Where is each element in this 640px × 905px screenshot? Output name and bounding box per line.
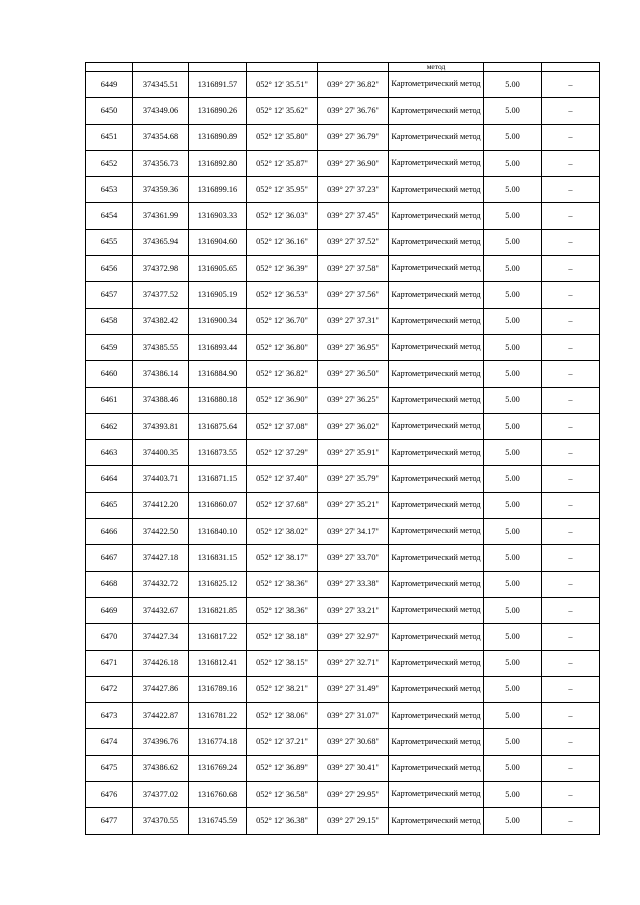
- point-number-cell: 6459: [86, 334, 133, 360]
- point-number-cell: 6464: [86, 466, 133, 492]
- x-coordinate-cell: 374349.06: [133, 98, 189, 124]
- x-coordinate-cell: 374356.73: [133, 150, 189, 176]
- longitude-cell: 039° 27' 30.41": [318, 755, 389, 781]
- accuracy-cell: 5.00: [484, 545, 542, 571]
- dash-cell: –: [542, 387, 600, 413]
- point-number-cell: 6471: [86, 650, 133, 676]
- longitude-cell: 039° 27' 35.79": [318, 466, 389, 492]
- x-coordinate-cell: 374432.72: [133, 571, 189, 597]
- longitude-cell: 039° 27' 30.68": [318, 729, 389, 755]
- point-number-cell: 6452: [86, 150, 133, 176]
- y-coordinate-cell: 1316903.33: [189, 203, 247, 229]
- y-coordinate-cell: 1316781.22: [189, 703, 247, 729]
- accuracy-cell: 5.00: [484, 440, 542, 466]
- latitude-cell: 052° 12' 36.03": [247, 203, 318, 229]
- latitude-cell: 052° 12' 36.80": [247, 334, 318, 360]
- point-number-cell: 6461: [86, 387, 133, 413]
- accuracy-cell: 5.00: [484, 361, 542, 387]
- longitude-cell: 039° 27' 36.50": [318, 361, 389, 387]
- longitude-cell: 039° 27' 31.07": [318, 703, 389, 729]
- point-number-cell: 6467: [86, 545, 133, 571]
- dash-cell: –: [542, 124, 600, 150]
- point-number-cell: 6473: [86, 703, 133, 729]
- accuracy-cell: 5.00: [484, 413, 542, 439]
- point-number-cell: 6472: [86, 676, 133, 702]
- dash-cell: –: [542, 624, 600, 650]
- longitude-cell: 039° 27' 32.71": [318, 650, 389, 676]
- dash-cell: –: [542, 413, 600, 439]
- point-number-cell: 6474: [86, 729, 133, 755]
- x-coordinate-cell: 374388.46: [133, 387, 189, 413]
- x-coordinate-cell: 374345.51: [133, 72, 189, 98]
- continued-row-fragment: [86, 63, 600, 72]
- method-cell: Картометрический метод: [389, 440, 484, 466]
- method-cell: Картометрический метод: [389, 492, 484, 518]
- accuracy-cell: 5.00: [484, 729, 542, 755]
- method-cell: Картометрический метод: [389, 624, 484, 650]
- x-coordinate-cell: 374422.87: [133, 703, 189, 729]
- x-coordinate-cell: 374393.81: [133, 413, 189, 439]
- dash-cell: –: [542, 177, 600, 203]
- method-cell: Картометрический метод: [389, 203, 484, 229]
- longitude-cell: 039° 27' 33.38": [318, 571, 389, 597]
- table-row: [86, 229, 600, 255]
- y-coordinate-cell: 1316745.59: [189, 808, 247, 834]
- accuracy-cell: 5.00: [484, 308, 542, 334]
- method-cell-fragment: метод: [389, 63, 484, 72]
- method-cell: Картометрический метод: [389, 256, 484, 282]
- method-cell: Картометрический метод: [389, 808, 484, 834]
- method-cell: Картометрический метод: [389, 545, 484, 571]
- y-coordinate-cell: 1316900.34: [189, 308, 247, 334]
- dash-cell: –: [542, 650, 600, 676]
- dash-cell: –: [542, 334, 600, 360]
- longitude-cell: 039° 27' 35.91": [318, 440, 389, 466]
- table-row: [86, 624, 600, 650]
- longitude-cell: 039° 27' 37.52": [318, 229, 389, 255]
- dash-cell: –: [542, 545, 600, 571]
- accuracy-cell: 5.00: [484, 229, 542, 255]
- dash-cell: –: [542, 519, 600, 545]
- longitude-cell: 039° 27' 34.17": [318, 519, 389, 545]
- accuracy-cell: 5.00: [484, 150, 542, 176]
- dash-cell: –: [542, 466, 600, 492]
- coordinates-table-page: [85, 62, 599, 835]
- y-coordinate-cell: 1316873.55: [189, 440, 247, 466]
- y-coordinate-cell: 1316812.41: [189, 650, 247, 676]
- dash-cell: –: [542, 676, 600, 702]
- method-cell: Картометрический метод: [389, 466, 484, 492]
- latitude-cell: 052° 12' 38.36": [247, 597, 318, 623]
- dash-cell: –: [542, 729, 600, 755]
- method-cell: Картометрический метод: [389, 650, 484, 676]
- table-row: [86, 597, 600, 623]
- y-coordinate-cell: 1316774.18: [189, 729, 247, 755]
- y-coordinate-cell: 1316821.85: [189, 597, 247, 623]
- table-row: [86, 545, 600, 571]
- point-number-cell: 6460: [86, 361, 133, 387]
- latitude-cell: 052° 12' 37.08": [247, 413, 318, 439]
- table-row: [86, 492, 600, 518]
- accuracy-cell: 5.00: [484, 256, 542, 282]
- x-coordinate-cell: 374377.02: [133, 782, 189, 808]
- x-coordinate-cell: 374426.18: [133, 650, 189, 676]
- dash-cell: –: [542, 203, 600, 229]
- method-cell: Картометрический метод: [389, 413, 484, 439]
- method-cell: Картометрический метод: [389, 519, 484, 545]
- point-number-cell: 6462: [86, 413, 133, 439]
- dash-cell: –: [542, 492, 600, 518]
- table-row: [86, 282, 600, 308]
- x-coordinate-cell: 374412.20: [133, 492, 189, 518]
- latitude-cell: 052° 12' 36.90": [247, 387, 318, 413]
- y-coordinate-cell: 1316905.65: [189, 256, 247, 282]
- table-row: [86, 361, 600, 387]
- point-number-cell: 6456: [86, 256, 133, 282]
- point-number-cell: 6465: [86, 492, 133, 518]
- longitude-cell: 039° 27' 36.95": [318, 334, 389, 360]
- latitude-cell: 052° 12' 38.15": [247, 650, 318, 676]
- y-coordinate-cell: 1316890.26: [189, 98, 247, 124]
- table-row: [86, 676, 600, 702]
- x-coordinate-cell: 374365.94: [133, 229, 189, 255]
- accuracy-cell: 5.00: [484, 98, 542, 124]
- point-number-cell: 6477: [86, 808, 133, 834]
- x-coordinate-cell: 374372.98: [133, 256, 189, 282]
- latitude-cell: 052° 12' 38.06": [247, 703, 318, 729]
- accuracy-cell: 5.00: [484, 676, 542, 702]
- x-coordinate-cell: 374354.68: [133, 124, 189, 150]
- dash-cell: –: [542, 755, 600, 781]
- accuracy-cell: 5.00: [484, 703, 542, 729]
- method-cell: Картометрический метод: [389, 150, 484, 176]
- y-coordinate-cell: 1316817.22: [189, 624, 247, 650]
- longitude-cell: 039° 27' 37.45": [318, 203, 389, 229]
- dash-cell: –: [542, 98, 600, 124]
- longitude-cell: 039° 27' 29.95": [318, 782, 389, 808]
- x-coordinate-cell: 374386.62: [133, 755, 189, 781]
- accuracy-cell: 5.00: [484, 650, 542, 676]
- latitude-cell: 052° 12' 38.18": [247, 624, 318, 650]
- accuracy-cell: 5.00: [484, 203, 542, 229]
- latitude-cell: 052° 12' 36.89": [247, 755, 318, 781]
- y-coordinate-cell: 1316884.90: [189, 361, 247, 387]
- dash-cell: –: [542, 72, 600, 98]
- point-number-cell: 6453: [86, 177, 133, 203]
- latitude-cell: 052° 12' 37.40": [247, 466, 318, 492]
- latitude-cell: 052° 12' 37.21": [247, 729, 318, 755]
- accuracy-cell: 5.00: [484, 72, 542, 98]
- latitude-cell: 052° 12' 37.68": [247, 492, 318, 518]
- point-number-cell: 6458: [86, 308, 133, 334]
- y-coordinate-cell: 1316893.44: [189, 334, 247, 360]
- y-coordinate-cell: 1316880.18: [189, 387, 247, 413]
- coordinates-table: [85, 62, 600, 835]
- longitude-cell: 039° 27' 35.21": [318, 492, 389, 518]
- latitude-cell: 052° 12' 38.21": [247, 676, 318, 702]
- accuracy-cell: 5.00: [484, 387, 542, 413]
- longitude-cell: 039° 27' 37.23": [318, 177, 389, 203]
- x-coordinate-cell: 374422.50: [133, 519, 189, 545]
- y-coordinate-cell: 1316899.16: [189, 177, 247, 203]
- method-cell: Картометрический метод: [389, 282, 484, 308]
- longitude-cell: 039° 27' 33.70": [318, 545, 389, 571]
- method-cell: Картометрический метод: [389, 229, 484, 255]
- latitude-cell: 052° 12' 36.70": [247, 308, 318, 334]
- y-coordinate-cell: 1316860.07: [189, 492, 247, 518]
- y-coordinate-cell: 1316871.15: [189, 466, 247, 492]
- y-coordinate-cell: 1316892.80: [189, 150, 247, 176]
- latitude-cell: 052° 12' 36.16": [247, 229, 318, 255]
- accuracy-cell: 5.00: [484, 624, 542, 650]
- table-row: [86, 571, 600, 597]
- dash-cell: –: [542, 256, 600, 282]
- accuracy-cell: 5.00: [484, 466, 542, 492]
- accuracy-cell: 5.00: [484, 282, 542, 308]
- latitude-cell: 052° 12' 38.02": [247, 519, 318, 545]
- longitude-cell: 039° 27' 37.58": [318, 256, 389, 282]
- latitude-cell: 052° 12' 35.62": [247, 98, 318, 124]
- accuracy-cell: 5.00: [484, 492, 542, 518]
- longitude-cell: 039° 27' 37.31": [318, 308, 389, 334]
- table-row: [86, 334, 600, 360]
- table-row: [86, 808, 600, 834]
- y-coordinate-cell: 1316769.24: [189, 755, 247, 781]
- method-cell: Картометрический метод: [389, 676, 484, 702]
- table-row: [86, 177, 600, 203]
- longitude-cell: 039° 27' 36.90": [318, 150, 389, 176]
- y-coordinate-cell: 1316904.60: [189, 229, 247, 255]
- x-coordinate-cell: 374403.71: [133, 466, 189, 492]
- method-cell: Картометрический метод: [389, 729, 484, 755]
- method-cell: Картометрический метод: [389, 387, 484, 413]
- longitude-cell: 039° 27' 37.56": [318, 282, 389, 308]
- table-row: [86, 203, 600, 229]
- method-cell: Картометрический метод: [389, 361, 484, 387]
- method-cell: Картометрический метод: [389, 98, 484, 124]
- dash-cell: –: [542, 308, 600, 334]
- table-row: [86, 440, 600, 466]
- method-cell: Картометрический метод: [389, 124, 484, 150]
- accuracy-cell: 5.00: [484, 177, 542, 203]
- latitude-cell: 052° 12' 36.38": [247, 808, 318, 834]
- dash-cell: –: [542, 782, 600, 808]
- y-coordinate-cell: 1316789.16: [189, 676, 247, 702]
- method-cell: Картометрический метод: [389, 755, 484, 781]
- x-coordinate-cell: 374427.34: [133, 624, 189, 650]
- y-coordinate-cell: 1316875.64: [189, 413, 247, 439]
- latitude-cell: 052° 12' 35.80": [247, 124, 318, 150]
- table-row: [86, 387, 600, 413]
- point-number-cell: 6475: [86, 755, 133, 781]
- longitude-cell: 039° 27' 36.79": [318, 124, 389, 150]
- method-cell: Картометрический метод: [389, 177, 484, 203]
- x-coordinate-cell: 374377.52: [133, 282, 189, 308]
- longitude-cell: 039° 27' 32.97": [318, 624, 389, 650]
- x-coordinate-cell: 374427.18: [133, 545, 189, 571]
- point-number-cell: 6466: [86, 519, 133, 545]
- x-coordinate-cell: 374359.36: [133, 177, 189, 203]
- method-cell: Картометрический метод: [389, 72, 484, 98]
- table-row: [86, 703, 600, 729]
- table-row: [86, 466, 600, 492]
- x-coordinate-cell: 374382.42: [133, 308, 189, 334]
- dash-cell: –: [542, 361, 600, 387]
- accuracy-cell: 5.00: [484, 334, 542, 360]
- table-row: [86, 308, 600, 334]
- method-cell: Картометрический метод: [389, 571, 484, 597]
- dash-cell: –: [542, 440, 600, 466]
- point-number-cell: 6470: [86, 624, 133, 650]
- dash-cell: –: [542, 597, 600, 623]
- latitude-cell: 052° 12' 36.82": [247, 361, 318, 387]
- accuracy-cell: 5.00: [484, 755, 542, 781]
- longitude-cell: 039° 27' 36.82": [318, 72, 389, 98]
- latitude-cell: 052° 12' 35.87": [247, 150, 318, 176]
- table-row: [86, 782, 600, 808]
- method-cell: Картометрический метод: [389, 597, 484, 623]
- dash-cell: –: [542, 571, 600, 597]
- point-number-cell: 6476: [86, 782, 133, 808]
- table-row: [86, 650, 600, 676]
- longitude-cell: 039° 27' 29.15": [318, 808, 389, 834]
- accuracy-cell: 5.00: [484, 808, 542, 834]
- dash-cell: –: [542, 808, 600, 834]
- latitude-cell: 052° 12' 36.53": [247, 282, 318, 308]
- point-number-cell: 6469: [86, 597, 133, 623]
- accuracy-cell: 5.00: [484, 597, 542, 623]
- y-coordinate-cell: 1316831.15: [189, 545, 247, 571]
- table-row: [86, 256, 600, 282]
- table-row: [86, 729, 600, 755]
- method-cell: Картометрический метод: [389, 782, 484, 808]
- latitude-cell: 052° 12' 37.29": [247, 440, 318, 466]
- accuracy-cell: 5.00: [484, 782, 542, 808]
- longitude-cell: 039° 27' 33.21": [318, 597, 389, 623]
- y-coordinate-cell: 1316825.12: [189, 571, 247, 597]
- latitude-cell: 052° 12' 38.17": [247, 545, 318, 571]
- x-coordinate-cell: 374361.99: [133, 203, 189, 229]
- longitude-cell: 039° 27' 36.76": [318, 98, 389, 124]
- point-number-cell: 6449: [86, 72, 133, 98]
- y-coordinate-cell: 1316760.68: [189, 782, 247, 808]
- dash-cell: –: [542, 150, 600, 176]
- point-number-cell: 6454: [86, 203, 133, 229]
- latitude-cell: 052° 12' 36.39": [247, 256, 318, 282]
- dash-cell: –: [542, 229, 600, 255]
- table-row: [86, 150, 600, 176]
- table-row: [86, 72, 600, 98]
- accuracy-cell: 5.00: [484, 124, 542, 150]
- y-coordinate-cell: 1316891.57: [189, 72, 247, 98]
- x-coordinate-cell: 374396.76: [133, 729, 189, 755]
- accuracy-cell: 5.00: [484, 519, 542, 545]
- table-row: [86, 124, 600, 150]
- x-coordinate-cell: 374386.14: [133, 361, 189, 387]
- x-coordinate-cell: 374370.55: [133, 808, 189, 834]
- method-cell: Картометрический метод: [389, 308, 484, 334]
- point-number-cell: 6457: [86, 282, 133, 308]
- point-number-cell: 6463: [86, 440, 133, 466]
- table-row: [86, 413, 600, 439]
- accuracy-cell: 5.00: [484, 571, 542, 597]
- method-cell: Картометрический метод: [389, 334, 484, 360]
- table-row: [86, 519, 600, 545]
- latitude-cell: 052° 12' 36.58": [247, 782, 318, 808]
- latitude-cell: 052° 12' 35.51": [247, 72, 318, 98]
- longitude-cell: 039° 27' 36.25": [318, 387, 389, 413]
- y-coordinate-cell: 1316890.89: [189, 124, 247, 150]
- dash-cell: –: [542, 282, 600, 308]
- point-number-cell: 6450: [86, 98, 133, 124]
- point-number-cell: 6468: [86, 571, 133, 597]
- y-coordinate-cell: 1316840.10: [189, 519, 247, 545]
- longitude-cell: 039° 27' 36.02": [318, 413, 389, 439]
- longitude-cell: 039° 27' 31.49": [318, 676, 389, 702]
- point-number-cell: 6455: [86, 229, 133, 255]
- table-row: [86, 98, 600, 124]
- y-coordinate-cell: 1316905.19: [189, 282, 247, 308]
- x-coordinate-cell: 374427.86: [133, 676, 189, 702]
- latitude-cell: 052° 12' 35.95": [247, 177, 318, 203]
- dash-cell: –: [542, 703, 600, 729]
- latitude-cell: 052° 12' 38.36": [247, 571, 318, 597]
- x-coordinate-cell: 374400.35: [133, 440, 189, 466]
- x-coordinate-cell: 374385.55: [133, 334, 189, 360]
- point-number-cell: 6451: [86, 124, 133, 150]
- method-cell: Картометрический метод: [389, 703, 484, 729]
- x-coordinate-cell: 374432.67: [133, 597, 189, 623]
- table-row: [86, 755, 600, 781]
